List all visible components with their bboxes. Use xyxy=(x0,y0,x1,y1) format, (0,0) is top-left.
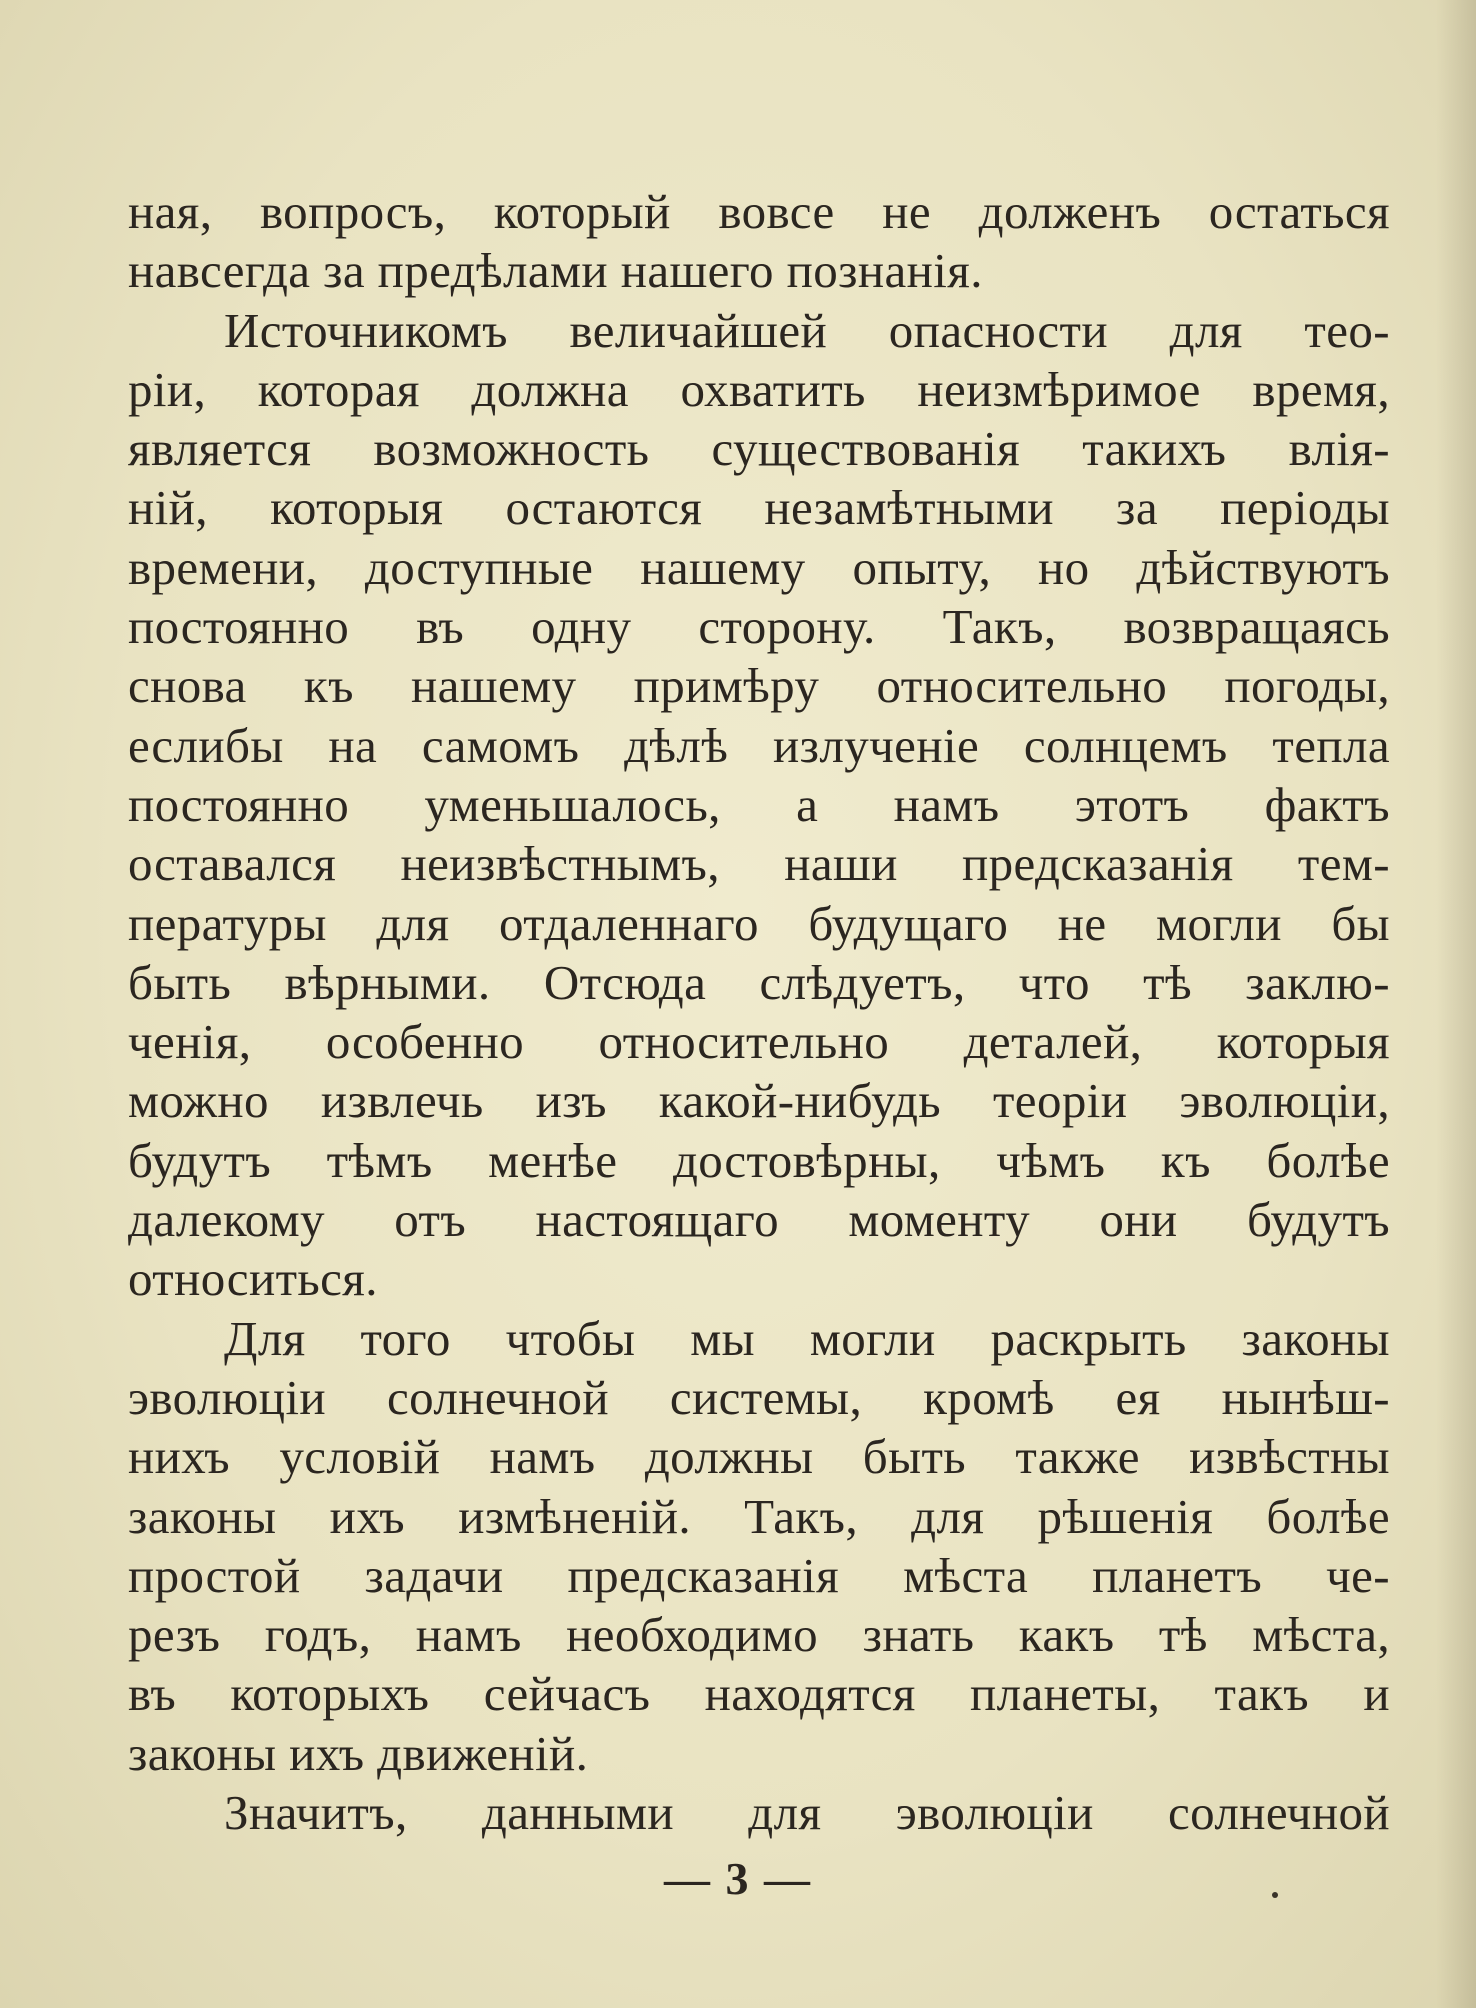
page-number: — 3 — xyxy=(664,1853,812,1904)
text-line: ченія, особенно относительно деталей, которыя xyxy=(128,1014,1390,1070)
text-line: времени, доступные нашему опыту, но дѣйствуютъ xyxy=(128,539,1390,595)
paper-speck xyxy=(1272,1892,1278,1898)
text-line: снова къ нашему примѣру относительно погоды, xyxy=(128,658,1390,714)
text-line: ній, которыя остаются незамѣтными за періоды xyxy=(128,480,1390,536)
text-line: пературы для отдаленнаго будущаго не могли бы xyxy=(128,895,1390,951)
paragraph-first-line: Источникомъ величайшей опасности для тео- xyxy=(224,302,1390,358)
text-line: оставался неизвѣстнымъ, наши предсказанія тем- xyxy=(128,836,1390,892)
text-line: еслибы на самомъ дѣлѣ излученіе солнцемъ тепла xyxy=(128,717,1390,773)
text-line: ная, вопросъ, который вовсе не долженъ остаться xyxy=(128,184,1390,239)
text-line: постоянно въ одну сторону. Такъ, возвращаясь xyxy=(128,599,1390,655)
text-line: нихъ условій намъ должны быть также извѣстны xyxy=(128,1429,1390,1485)
text-line: законы ихъ измѣненій. Такъ, для рѣшенія болѣе xyxy=(128,1488,1390,1544)
text-line: резъ годъ, намъ необходимо знать какъ тѣ мѣста, xyxy=(128,1607,1390,1663)
text-line: ріи, которая должна охватить неизмѣримое время, xyxy=(128,361,1390,417)
body-text xyxy=(128,182,1390,1842)
text-line: быть вѣрными. Отсюда слѣдуетъ, что тѣ заклю- xyxy=(128,954,1390,1010)
text-line: является возможность существованія такихъ влія- xyxy=(128,421,1390,477)
text-line: далекому отъ настоящаго моменту они будутъ xyxy=(128,1192,1390,1248)
paragraph-first-line: Для того чтобы мы могли раскрыть законы xyxy=(224,1310,1390,1366)
text-line: можно извлечь изъ какой-нибудь теоріи эволюціи, xyxy=(128,1073,1390,1129)
page-edge-shadow xyxy=(1436,0,1476,2008)
text-line: постоянно уменьшалось, а намъ этотъ фактъ xyxy=(128,776,1390,832)
text-line: навсегда за предѣлами нашего познанія. xyxy=(128,243,983,299)
text-line: будутъ тѣмъ менѣе достовѣрны, чѣмъ къ болѣе xyxy=(128,1132,1390,1188)
text-line: законы ихъ движеній. xyxy=(128,1725,589,1781)
text-line: простой задачи предсказанія мѣста планетъ че- xyxy=(128,1547,1390,1603)
paragraph-first-line: Значитъ, данными для эволюціи солнечной xyxy=(224,1785,1390,1841)
text-line: въ которыхъ сейчасъ находятся планеты, такъ и xyxy=(128,1666,1390,1722)
text-line: эволюціи солнечной системы, кромѣ ея нынѣш- xyxy=(128,1369,1390,1425)
text-line: относиться. xyxy=(128,1251,378,1307)
